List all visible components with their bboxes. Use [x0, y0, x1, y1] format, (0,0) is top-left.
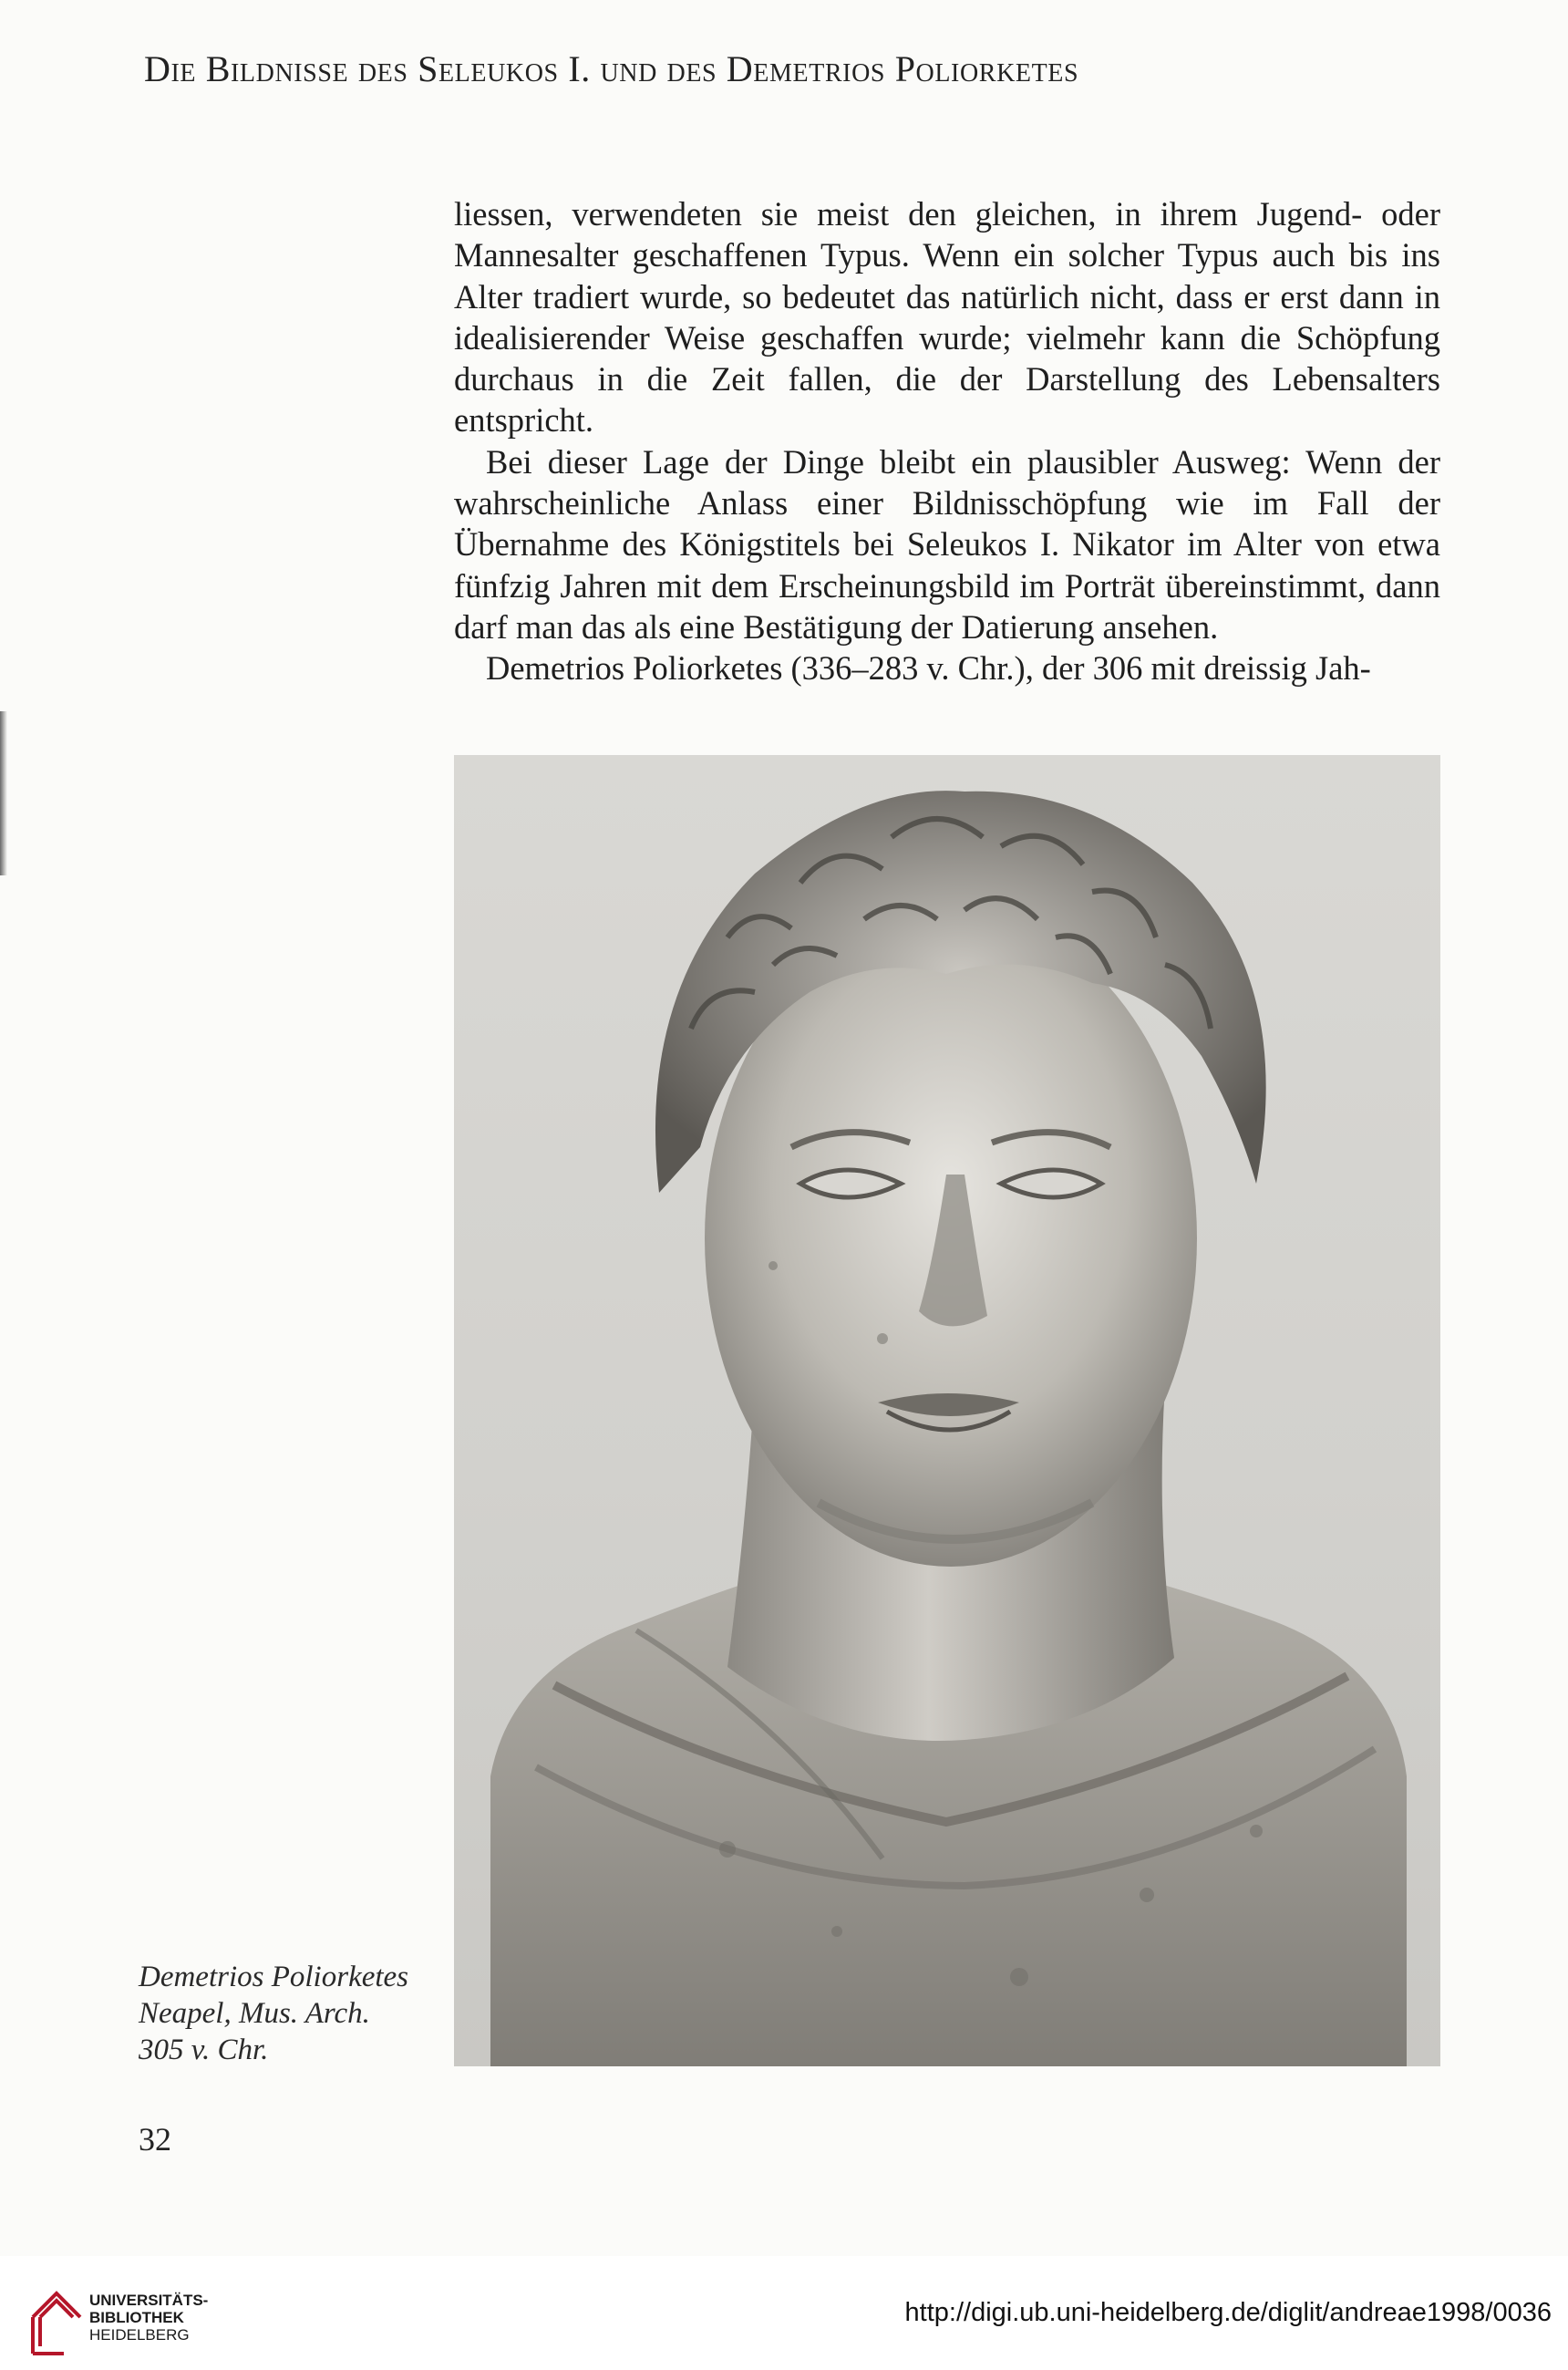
caption-line: 305 v. Chr. [139, 2034, 269, 2066]
portrait-photo [454, 755, 1440, 2066]
library-line: HEIDELBERG [89, 2326, 190, 2344]
library-logo-icon [27, 2273, 86, 2357]
paragraph-2: Bei dieser Lage der Dinge bleibt ein plausibler Ausweg: Wenn der wahrscheinliche Anlass einer Bildnisschöpfung wie im Fall der Übernahme des Königstitels bei Seleukos I. Nikator im Alter von etwa fünfzig Jahren mit dem Erscheinungsbild im Porträt übereinstimmt, dann darf man das als eine Bestätigung der Datierung ansehen. [454, 442, 1440, 646]
running-head: Die Bildnisse des Seleukos I. und des Demetrios Poliorketes [144, 48, 1079, 89]
library-line: UNIVERSITÄTS- [89, 2292, 209, 2309]
library-line: BIBLIOTHEK [89, 2309, 184, 2326]
figure-caption [139, 1959, 412, 2068]
paragraph-3: Demetrios Poliorketes (336–283 v. Chr.), der 306 mit dreissig Jah- [486, 649, 1371, 688]
source-url-link[interactable]: http://digi.ub.uni-heidelberg.de/diglit/andreae1998/0036 [904, 2298, 1552, 2327]
caption-line: Demetrios Poliorketes [139, 1961, 409, 1993]
binding-shadow [0, 711, 7, 875]
library-name [89, 2292, 208, 2344]
page-number: 32 [139, 2121, 171, 2158]
paragraph-1: liessen, verwendeten sie meist den gleichen, in ihrem Jugend- oder Mannesalter geschaffenen Typus. Wenn ein solcher Typus auch bis ins Alter tradiert wurde, so bedeutet das natürlich nicht, dass er erst dann in idealisierender Weise geschaffen wurde; vielmehr kann die Schöpfung durchaus in die Zeit fallen, die der Darstellung des Lebensalters entspricht. [454, 195, 1440, 440]
body-text [454, 193, 1440, 689]
caption-line: Neapel, Mus. Arch. [139, 1997, 370, 2030]
bust-illustration [454, 755, 1440, 2066]
